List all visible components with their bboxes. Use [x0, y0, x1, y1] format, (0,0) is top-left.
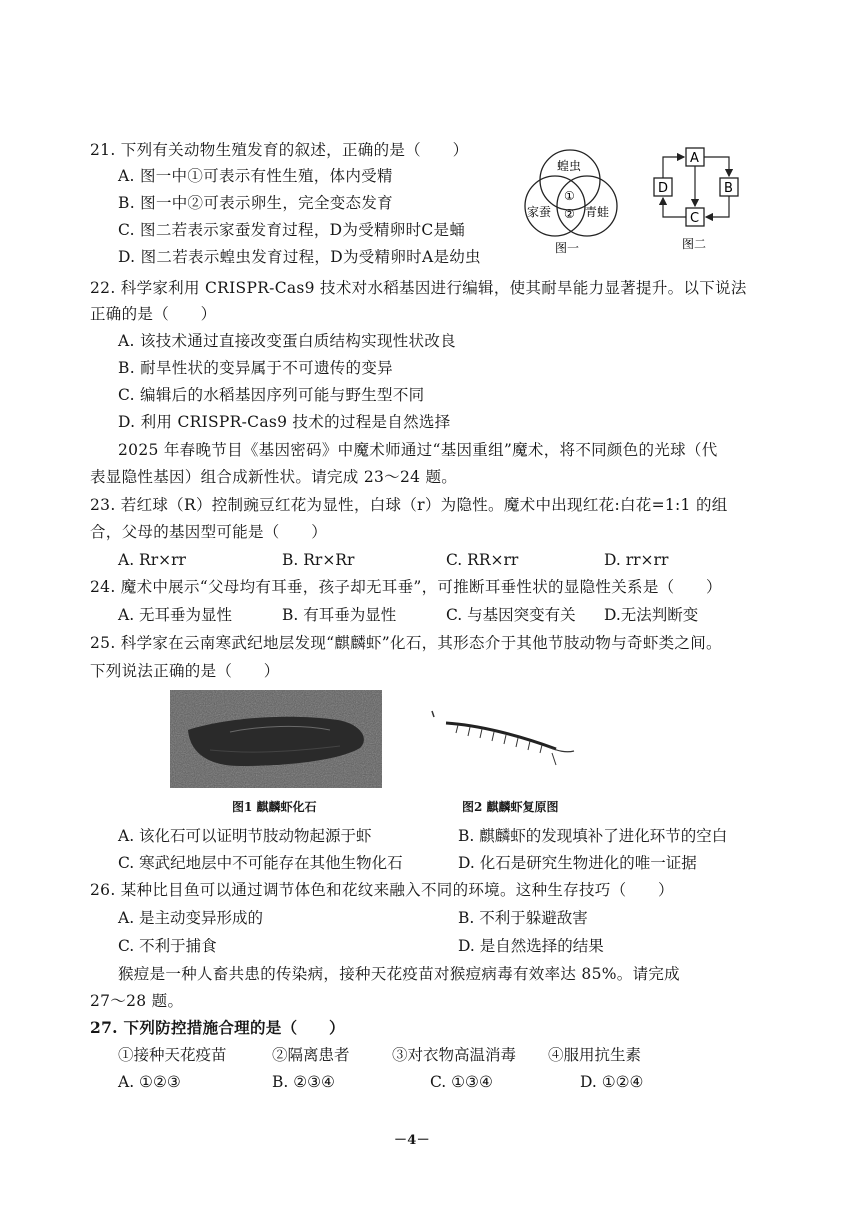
intro-27-28-line1: 猴痘是一种人畜共患的传染病，接种天花疫苗对猴痘病毒有效率达 85%。请完成 — [118, 965, 680, 983]
figure-1-venn-diagram — [515, 140, 640, 258]
q21-stem: 21. 下列有关动物生殖发育的叙述，正确的是（ ） — [90, 141, 469, 159]
q21-option-a: A. 图一中①可表示有性生殖，体内受精 — [118, 167, 393, 185]
q26-option-b: B. 不利于躲避敌害 — [458, 909, 588, 927]
fig1-label-top: 蝗虫 — [557, 159, 582, 173]
q26-stem: 26. 某种比目鱼可以通过调节体色和花纹来融入不同的环境。这种生存技巧（ ） — [90, 881, 674, 899]
fossil-photo — [170, 690, 382, 788]
q23-option-c: C. RR×rr — [446, 551, 519, 569]
q24-option-a: A. 无耳垂为显性 — [118, 606, 233, 624]
intro-23-24-line2: 表显隐性基因）组合成新性状。请完成 23～24 题。 — [90, 468, 458, 486]
q25-stem-line2: 下列说法正确的是（ ） — [90, 662, 280, 680]
q22-option-c: C. 编辑后的水稻基因序列可能与野生型不同 — [118, 386, 425, 404]
q22-option-b: B. 耐旱性状的变异属于不可遗传的变异 — [118, 359, 393, 377]
q26-option-a: A. 是主动变异形成的 — [118, 909, 264, 927]
q27-option-d: D. ①②④ — [580, 1073, 644, 1091]
reconstruction-drawing — [428, 705, 578, 767]
q27-item-4: ④服用抗生素 — [548, 1046, 642, 1064]
q25-option-c: C. 寒武纪地层中不可能存在其他生物化石 — [118, 854, 403, 872]
q22-stem-line2: 正确的是（ ） — [90, 305, 217, 323]
q27-option-b: B. ②③④ — [272, 1073, 335, 1091]
q23-option-b: B. Rr×Rr — [282, 551, 355, 569]
q27-stem: 27. 下列防控措施合理的是（ ） — [90, 1018, 345, 1037]
fossil-caption: 图1 麒麟虾化石 — [232, 800, 317, 814]
page-number: －4－ — [394, 1133, 430, 1148]
fig2-caption: 图二 — [682, 237, 707, 251]
fig1-caption: 图一 — [555, 241, 580, 255]
q26-option-c: C. 不利于捕食 — [118, 937, 217, 955]
q24-option-d: D.无法判断变 — [604, 606, 699, 624]
fig2-node-d: D — [658, 181, 669, 196]
q21-option-d: D. 图二若表示蝗虫发育过程，D为受精卵时A是幼虫 — [118, 248, 481, 266]
q27-option-c: C. ①③④ — [430, 1073, 493, 1091]
q25-option-a: A. 该化石可以证明节肢动物起源于虾 — [118, 827, 372, 845]
q24-option-b: B. 有耳垂为显性 — [282, 606, 397, 624]
q22-option-a: A. 该技术通过直接改变蛋白质结构实现性状改良 — [118, 332, 456, 350]
q27-item-3: ③对衣物高温消毒 — [392, 1046, 517, 1064]
q23-option-a: A. Rr×rr — [118, 551, 186, 569]
fig1-number-2: ② — [564, 207, 575, 221]
q22-option-d: D. 利用 CRISPR-Cas9 技术的过程是自然选择 — [118, 413, 451, 431]
fig2-node-c: C — [690, 211, 700, 226]
reconstruction-caption: 图2 麒麟虾复原图 — [462, 800, 559, 814]
q25-stem-line1: 25. 科学家在云南寒武纪地层发现“麒麟虾”化石，其形态介于其他节肢动物与奇虾类之间。 — [90, 634, 722, 652]
q21-option-c: C. 图二若表示家蚕发育过程，D为受精卵时C是蛹 — [118, 221, 466, 239]
intro-27-28-line2: 27～28 题。 — [90, 992, 184, 1010]
figure-2-cycle-diagram — [648, 144, 748, 256]
q23-stem-line1: 23. 若红球（R）控制豌豆红花为显性，白球（r）为隐性。魔术中出现红花:白花=1:1 的组 — [90, 496, 728, 514]
q27-option-a: A. ①②③ — [118, 1073, 181, 1091]
q27-item-2: ②隔离患者 — [272, 1046, 350, 1064]
q23-option-d: D. rr×rr — [604, 551, 669, 569]
fig1-label-right: 青蛙 — [585, 205, 610, 219]
q25-option-d: D. 化石是研究生物进化的唯一证据 — [458, 854, 697, 872]
q23-stem-line2: 合，父母的基因型可能是（ ） — [90, 523, 328, 541]
fig1-label-left: 家蚕 — [527, 205, 552, 219]
fig2-node-a: A — [690, 151, 699, 166]
q21-option-b: B. 图一中②可表示卵生，完全变态发育 — [118, 194, 393, 212]
q24-stem: 24. 魔术中展示“父母均有耳垂，孩子却无耳垂”，可推断耳垂性状的显隐性关系是（ ） — [90, 578, 722, 596]
intro-23-24-line1: 2025 年春晚节目《基因密码》中魔术师通过“基因重组”魔术，将不同颜色的光球（代 — [118, 441, 718, 459]
q27-item-1: ①接种天花疫苗 — [118, 1046, 227, 1064]
q22-stem-line1: 22. 科学家利用 CRISPR-Cas9 技术对水稻基因进行编辑，使其耐旱能力显著提升。以下说法 — [90, 279, 747, 297]
q24-option-c: C. 与基因突变有关 — [446, 606, 576, 624]
q26-option-d: D. 是自然选择的结果 — [458, 937, 604, 955]
fig2-node-b: B — [724, 181, 733, 196]
fig1-number-1: ① — [564, 189, 575, 203]
q25-option-b: B. 麒麟虾的发现填补了进化环节的空白 — [458, 827, 728, 845]
